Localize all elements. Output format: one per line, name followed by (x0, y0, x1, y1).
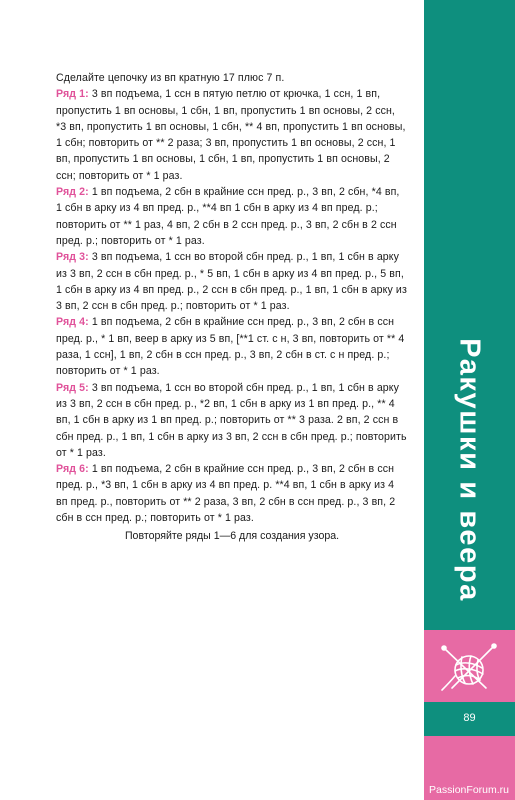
row-6-label: Ряд 6: (56, 463, 89, 476)
row-3-text: 3 вп подъема, 1 ссн во второй сбн пред. р., 1 вп, 1 сбн в арку из 3 вп, 2 ссн в сбн пред. р., * 5 вп, 1 сбн в арку из 4 вп пред. р., 5 вп, 1 сбн в арку из 4 вп пред. р., 2 ссн в сбн пред. р., 1 вп, 1 сбн в арку из 3 вп, 2 ссн в сбн пред. р.; повторить от * 1 раз. (56, 251, 407, 313)
row-6-text: 1 вп подъема, 2 сбн в крайние ссн пред. р., 3 вп, 2 сбн в ссн пред. р., *3 вп, 1 сбн в арку из 4 вп пред. р. **4 вп, 1 сбн в арку из 4 вп пред. р., повторить от ** 2 раза, 3 вп, 2 сбн в ссн пред. р., 3 вп, 2 сбн в ссн пред. р.; повторить от * 1 раз. (56, 463, 396, 525)
chapter-title: Ракушки и веера (453, 338, 486, 602)
yarn-ball-with-needles-icon (438, 638, 500, 694)
row-5 (56, 380, 408, 461)
row-1-text: 3 вп подъема, 1 ссн в пятую петлю от крючка, 1 ссн, 1 вп, пропустить 1 вп основы, 1 сбн, 1 вп, пропустить 1 вп основы, 2 ссн, *3 вп, пропустить 1 вп основы, 1 сбн, ** 4 вп, пропустить 1 вп основы, 1 сбн; повторить от ** 2 раза; 3 вп, пропустить 1 вп основы, 2 ссн, 1 вп, пропустить 1 вп основы, 1 сбн, 1 вп, пропустить 1 вп основы, 2 ссн; повторить от * 1 раз. (56, 88, 406, 182)
row-3 (56, 249, 408, 314)
pattern-instructions (56, 70, 408, 526)
row-3-label: Ряд 3: (56, 251, 89, 264)
page-number: 89 (463, 712, 476, 724)
row-2 (56, 184, 408, 249)
row-2-label: Ряд 2: (56, 186, 89, 199)
watermark: PassionForum.ru (429, 784, 509, 796)
row-1-label: Ряд 1: (56, 88, 89, 101)
row-2-text: 1 вп подъема, 2 сбн в крайние ссн пред. р., 3 вп, 2 сбн, *4 вп, 1 сбн в арку из 4 вп пред. р., **4 вп 1 сбн в арку из 4 вп пред. р.; повторить от ** 1 раз, 4 вп, 2 сбн в 2 ссн пред. р., 3 вп, 2 сбн в 2 ссн пред. р.; повторить от * 1 раз. (56, 186, 400, 247)
row-5-text: 3 вп подъема, 1 ссн во второй сбн пред. р., 1 вп, 1 сбн в арку из 3 вп, 2 ссн в сбн пред. р., *2 вп, 1 сбн в арку из 1 вп пред. р., ** 4 вп, 1 сбн в арку из 1 вп пред. р.; повторить от ** 3 раза. 2 вп, 2 ссн в сбн пред. р., 1 вп, 1 сбн в арку из 3 вп, 2 ссн в сбн пред. р.; повторить от * 1 раз. (56, 381, 407, 459)
intro-text: Сделайте цепочку из вп кратную 17 плюс 7 п. (56, 72, 285, 84)
row-4-label: Ряд 4: (56, 316, 89, 329)
repeat-note: Повторяйте ряды 1—6 для создания узора. (124, 530, 340, 542)
row-4 (56, 314, 408, 379)
row-6 (56, 461, 408, 526)
side-strip (424, 0, 515, 800)
row-4-text: 1 вп подъема, 2 сбн в крайние ссн пред. р., 3 вп, 2 сбн в ссн пред. р., * 1 вп, веер в арку из 5 вп, [**1 ст. с н, 3 вп, повторить от ** 4 раза, 1 ссн], 1 вп, 2 сбн в ссн пред. р., 3 вп, 2 сбн в ст. с н пред. р.; повторить от * 1 раз. (56, 316, 405, 378)
row-5-label: Ряд 5: (56, 381, 89, 394)
row-1 (56, 86, 408, 184)
